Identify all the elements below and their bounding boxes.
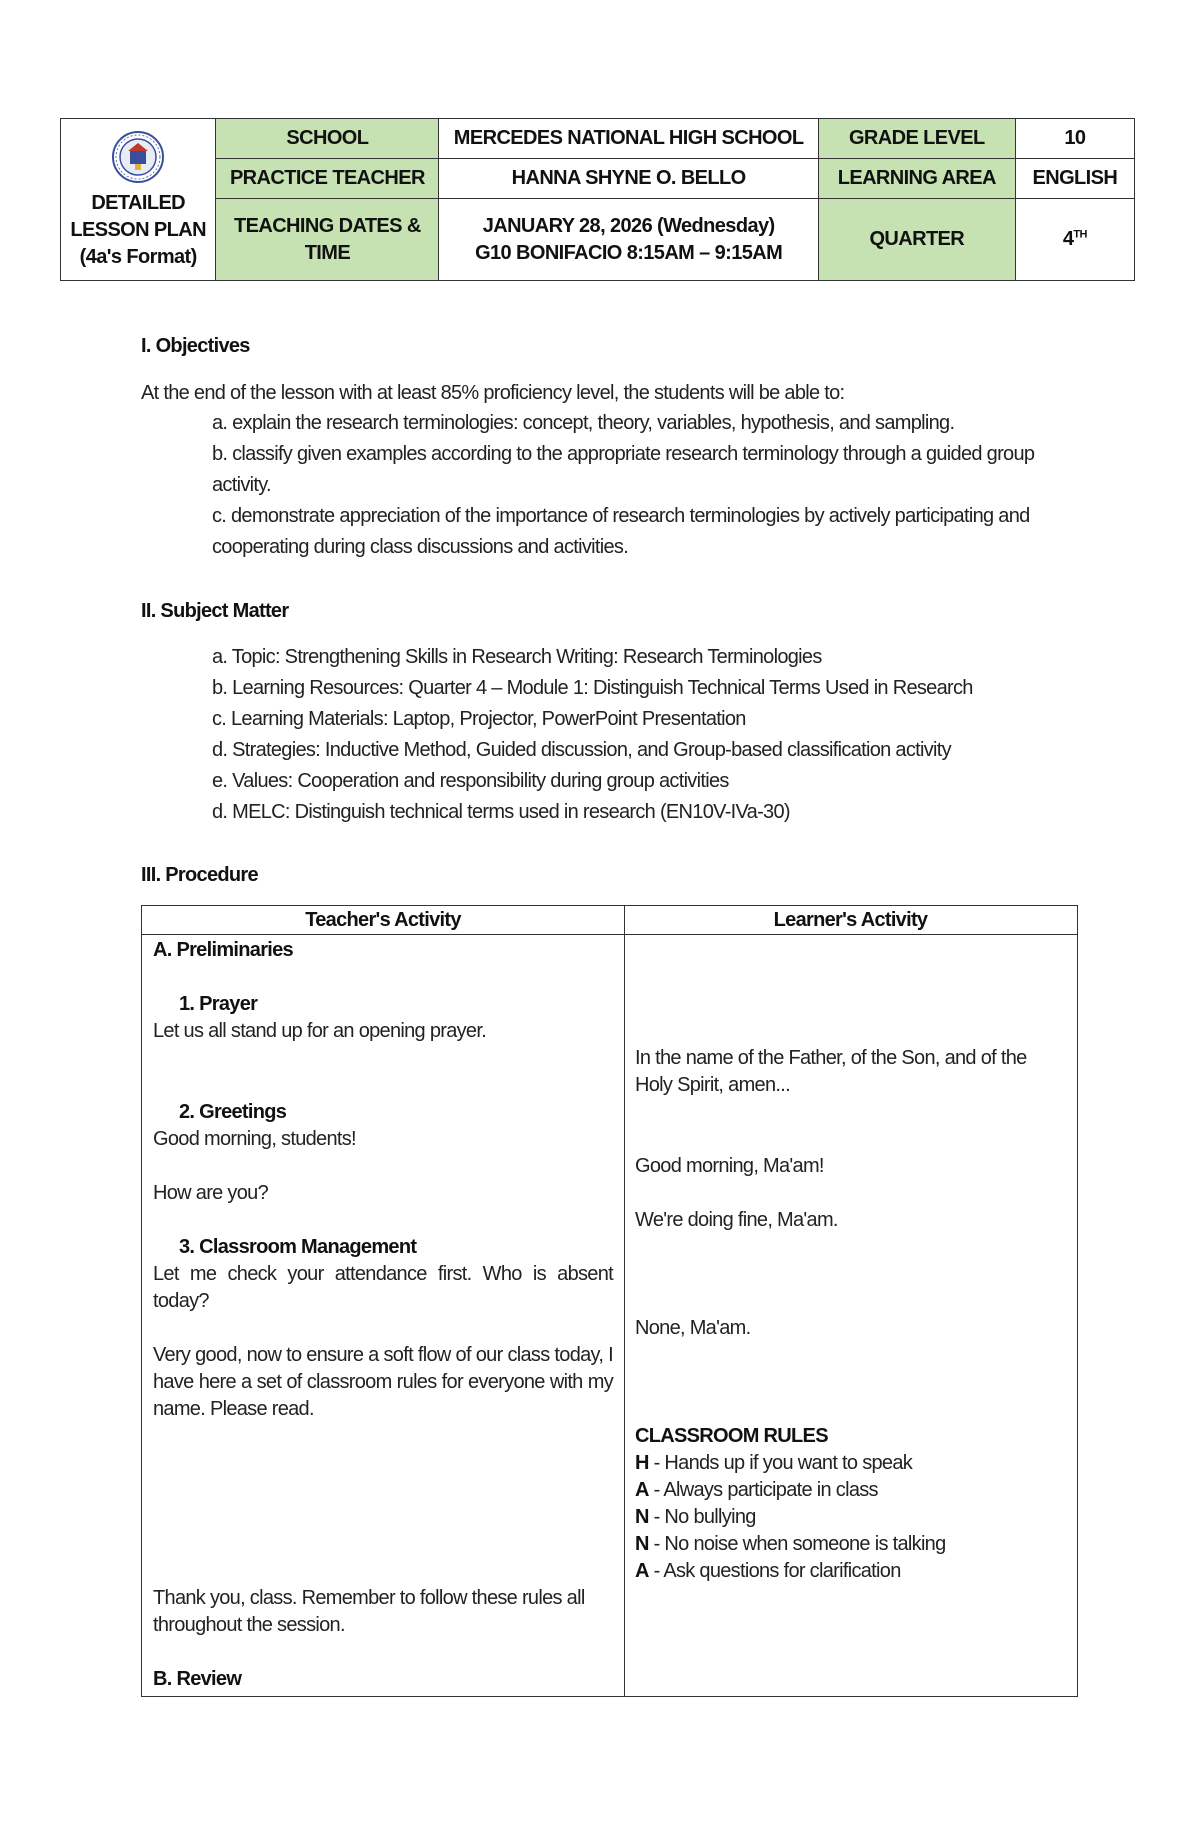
- quarter-suffix: TH: [1073, 228, 1087, 241]
- how-are-you-text: How are you?: [153, 1182, 268, 1204]
- objectives-heading: I. Objectives: [141, 335, 250, 357]
- subject-item: a. Topic: Strengthening Skills in Research Writing: Research Terminologies: [212, 646, 822, 668]
- rule-letter: N: [635, 1533, 649, 1555]
- rule-item: [635, 1531, 946, 1558]
- teaching-time: G10 BONIFACIO 8:15AM – 9:15AM: [475, 241, 783, 264]
- deped-seal-icon: [111, 130, 165, 184]
- rule-text: - No bullying: [648, 1506, 756, 1528]
- thanks-text: Thank you, class. Remember to follow these rules all throughout the session.: [153, 1587, 585, 1636]
- learning-area-value: ENGLISH: [1015, 159, 1134, 199]
- learner-prayer-text: In the name of the Father, of the Son, and of the Holy Spirit, amen...: [635, 1047, 1027, 1096]
- objective-item: b. classify given examples according to the appropriate research terminology through a guided group activity.: [212, 443, 1035, 496]
- learner-activity-header: Learner's Activity: [624, 906, 1077, 935]
- rule-text: - No noise when someone is talking: [648, 1533, 946, 1555]
- subject-item: e. Values: Cooperation and responsibility during group activities: [212, 770, 729, 792]
- subject-item: c. Learning Materials: Laptop, Projector, PowerPoint Presentation: [212, 708, 746, 730]
- rule-item: [635, 1450, 946, 1477]
- rule-item: [635, 1477, 946, 1504]
- quarter-number: 4: [1062, 228, 1074, 250]
- rule-text: - Hands up if you want to speak: [648, 1452, 913, 1474]
- subject-matter-list: [212, 642, 973, 828]
- grade-level-value: 10: [1015, 119, 1134, 159]
- rule-letter: H: [635, 1452, 649, 1474]
- practice-teacher-value: HANNA SHYNE O. BELLO: [439, 159, 818, 199]
- rule-item: [635, 1558, 946, 1585]
- greetings-heading: 2. Greetings: [179, 1101, 287, 1123]
- objectives-list: [212, 408, 1092, 563]
- objective-item: c. demonstrate appreciation of the importance of research terminologies by actively participating and cooperating during class discussions and activities.: [212, 505, 1030, 558]
- grade-level-label: GRADE LEVEL: [818, 119, 1015, 159]
- teaching-dates-value: [439, 199, 818, 281]
- lesson-title-cell: [61, 119, 216, 281]
- subject-item: d. MELC: Distinguish technical terms used in research (EN10V-IVa-30): [212, 801, 790, 823]
- teaching-date: JANUARY 28, 2026 (Wednesday): [482, 214, 775, 237]
- prayer-heading: 1. Prayer: [179, 993, 258, 1015]
- prayer-text: Let us all stand up for an opening prayer.: [153, 1020, 487, 1042]
- procedure-heading: III. Procedure: [141, 864, 258, 886]
- teacher-activity-header: Teacher's Activity: [142, 906, 624, 935]
- classroom-rules-list: [635, 1450, 946, 1585]
- rule-text: - Ask questions for clarification: [648, 1560, 901, 1582]
- subject-item: d. Strategies: Inductive Method, Guided discussion, and Group-based classification activity: [212, 739, 951, 761]
- header-table: [60, 118, 1135, 281]
- objective-item: a. explain the research terminologies: concept, theory, variables, hypothesis, and sampling.: [212, 412, 955, 434]
- rule-item: [635, 1504, 946, 1531]
- preliminaries-heading: A. Preliminaries: [153, 939, 293, 961]
- learner-fine-text: We're doing fine, Ma'am.: [635, 1209, 838, 1231]
- learner-greeting-text: Good morning, Ma'am!: [635, 1155, 824, 1177]
- column-divider: [624, 906, 625, 1696]
- classroom-rules-heading: CLASSROOM RULES: [635, 1425, 828, 1447]
- rule-letter: A: [635, 1560, 649, 1582]
- procedure-table: [141, 905, 1078, 1697]
- lesson-title: DETAILED LESSON PLAN (4a's Format): [70, 192, 206, 268]
- practice-teacher-label: PRACTICE TEACHER: [216, 159, 439, 199]
- classroom-rules-intro: Very good, now to ensure a soft flow of our class today, I have here a set of classroom rules for everyone with my name. Please read.: [153, 1344, 613, 1420]
- review-heading: B. Review: [153, 1668, 242, 1690]
- subject-item: b. Learning Resources: Quarter 4 – Module 1: Distinguish Technical Terms Used in Research: [212, 677, 973, 699]
- rule-letter: N: [635, 1506, 649, 1528]
- rule-text: - Always participate in class: [648, 1479, 878, 1501]
- greetings-text: Good morning, students!: [153, 1128, 356, 1150]
- learning-area-label: LEARNING AREA: [818, 159, 1015, 199]
- rule-letter: A: [635, 1479, 649, 1501]
- subject-matter-heading: II. Subject Matter: [141, 600, 289, 622]
- quarter-value: [1015, 199, 1134, 281]
- classroom-management-heading: 3. Classroom Management: [179, 1236, 417, 1258]
- school-value: MERCEDES NATIONAL HIGH SCHOOL: [439, 119, 818, 159]
- objectives-intro: At the end of the lesson with at least 85% proficiency level, the students will be able to:: [141, 382, 845, 404]
- attendance-text: Let me check your attendance first. Who is absent today?: [153, 1263, 613, 1312]
- learner-none-text: None, Ma'am.: [635, 1317, 751, 1339]
- school-label: SCHOOL: [216, 119, 439, 159]
- quarter-label: QUARTER: [818, 199, 1015, 281]
- teaching-dates-label: TEACHING DATES & TIME: [216, 199, 439, 281]
